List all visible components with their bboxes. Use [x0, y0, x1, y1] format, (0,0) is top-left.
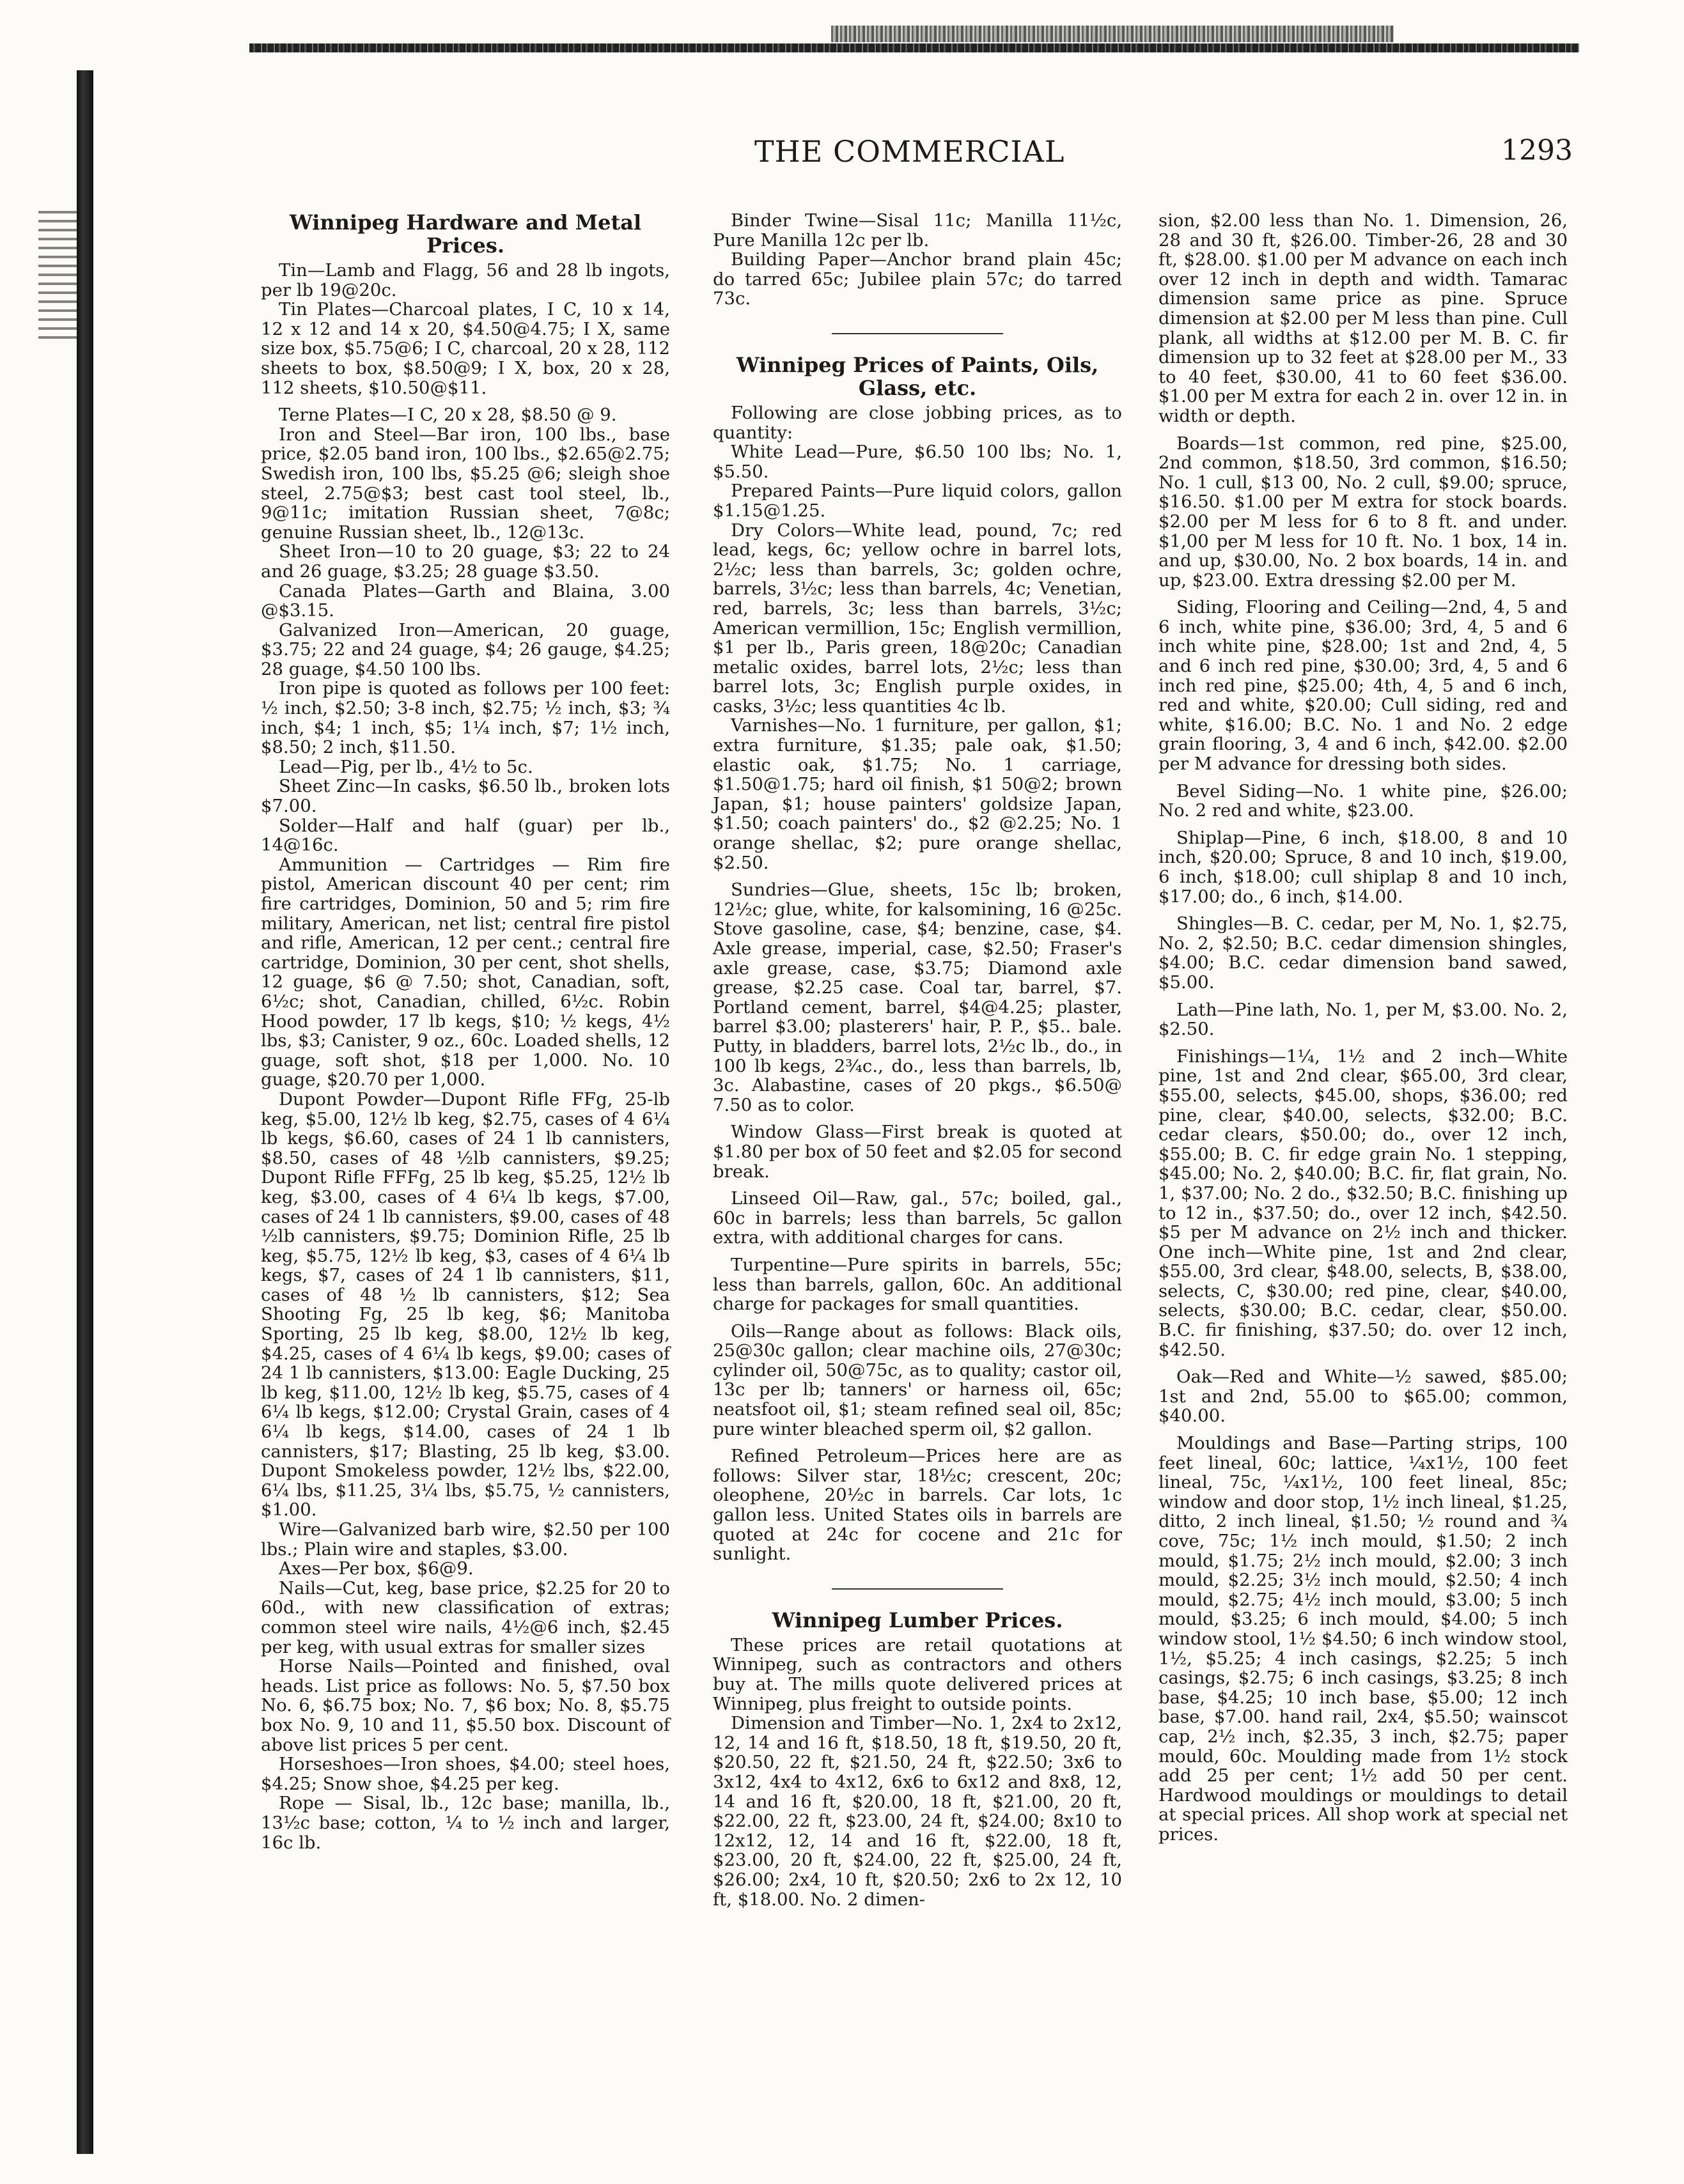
- price-paragraph: Nails—Cut, keg, base price, $2.25 for 20 to 60d., with new classification of extras; common steel wire nails, 4½@6 inch, $2.45 per keg, with usual extras for smaller sizes: [261, 1577, 670, 1657]
- price-paragraph: Refined Petroleum—Prices here are as follows: Silver star, 18½c; crescent, 20c; oleophene, 20½c in barrels. Car lots, 1c gallon less. United States oils in barrels are quoted at 24c for cocene and 21c for sunlight.: [713, 1446, 1122, 1565]
- price-paragraph: Axes—Per box, $6@9.: [279, 1558, 474, 1579]
- price-paragraph: Building Paper—Anchor brand plain 45c; do tarred 65c; Jubilee plain 57c; do tarred 73c.: [713, 249, 1122, 309]
- price-paragraph: Varnishes—No. 1 furniture, per gallon, $1; extra furniture, $1.35; pale oak, $1.50; elastic oak, $1.75; No. 1 carriage, $1.50@1.75; hard oil finish, $1 50@2; brown Japan, $1; house painters' goldsize Japan, $1.50; coach painters' do., $2 @2.25; No. 1 orange shellac, $2; pure orange shellac, $2.50.: [713, 715, 1122, 873]
- top-rule: [249, 43, 1579, 52]
- price-paragraph: Horse Nails—Pointed and finished, oval heads. List price as follows: No. 5, $7.50 box No. 6, $6.75 box; No. 7, $6 box; No. 8, $5.75 box No. 9, 10 and 11, $5.50 box. Discount of above list prices 5 per cent.: [261, 1656, 670, 1755]
- section-heading-hardware: Winnipeg Hardware and Metal Prices.: [289, 210, 642, 258]
- binding-edge: [77, 70, 93, 2154]
- price-paragraph: Bevel Siding—No. 1 white pine, $26.00; No. 2 red and white, $23.00.: [1158, 780, 1568, 821]
- price-paragraph: Shiplap—Pine, 6 inch, $18.00, 8 and 10 inch, $20.00; Spruce, 8 and 10 inch, $19.00, 6 inch, $18.00; cull shiplap 8 and 10 inch, $17.00; do., 6 inch, $14.00.: [1158, 827, 1568, 907]
- price-paragraph: Prepared Paints—Pure liquid colors, gallon $1.15@1.25.: [713, 481, 1122, 521]
- price-paragraph: Following are close jobbing prices, as to quantity:: [713, 402, 1122, 443]
- price-paragraph: Rope — Sisal, lb., 12c base; manilla, lb., 13½c base; cotton, ¼ to ½ inch and larger, 16c lb.: [261, 1793, 670, 1853]
- price-paragraph: Ammunition — Cartridges — Rim fire pistol, American discount 40 per cent; rim fire cartridges, Dominion, 50 and 5; rim fire military, American, net list; central fire pistol and rifle, American, 12 per cent.; central fire cartridge, Dominion, 30 per cent, shot shells, 12 guage, $6 @ 7.50; shot, Canadian, soft, 6½c; shot, Canadian, chilled, 6½c. Robin Hood powder, 17 lb kegs, $10; ½ kegs, 4½ lbs, $3; Canister, 9 oz., 60c. Loaded shells, 12 guage, soft shot, $18 per 1,000. No. 10 guage, $20.70 per 1,000.: [261, 854, 670, 1090]
- price-paragraph: Galvanized Iron—American, 20 guage, $3.75; 22 and 24 guage, $4; 26 gauge, $4.25; 28 guage, $4.50 100 lbs.: [261, 619, 670, 679]
- price-paragraph: Mouldings and Base—Parting strips, 100 feet lineal, 60c; lattice, ¼x1½, 100 feet lineal, 75c, ¼x1½, 100 feet lineal, 85c; window and door stop, 1½ inch lineal, $1.25, ditto, 2 inch lineal, $1.50; ½ round and ¾ cove, 75c; 1½ inch mould, $1.50; 2 inch mould, $1.75; 2½ inch mould, $2.00; 3 inch mould, $2.25; 3½ inch mould, $2.50; 4 inch mould, $2.75; 4½ inch mould, $3.00; 5 inch mould, $3.25; 6 inch mould, $4.00; 5 inch window stool, 1½ $4.50; 6 inch window stool, 1½, $5.25; 4 inch casings, $2.25; 5 inch casings, $2.75; 6 inch casings, $3.25; 8 inch base, $4.25; 10 inch base, $5.00; 12 inch base, $7.00. hand rail, 2x4, $5.50; wainscot cap, 2½ inch, $2.35, 3 inch, $2.75; paper mould, 60c. Moulding made from 1½ stock add 25 per cent; 1½ add 50 per cent. Hardwood mouldings or mouldings to detail at special prices. All shop work at special net prices.: [1158, 1433, 1568, 1845]
- column-3: [1158, 211, 1568, 1845]
- scan-noise-left: [38, 211, 77, 345]
- price-paragraph: Tin—Lamb and Flagg, 56 and 28 lb ingots, per lb 19@20c.: [261, 260, 670, 300]
- price-paragraph: Lead—Pig, per lb., 4½ to 5c.: [279, 756, 533, 777]
- price-paragraph: Sundries—Glue, sheets, 15c lb; broken, 12½c; glue, white, for kalsomining, 16 @25c. Stove gasoline, case, $4; benzine, case, $4. Axle grease, imperial, case, $2.50; Fraser's axle grease, case, $3.75; Diamond axle grease, $2.25 case. Coal tar, barrel, $7. Portland cement, barrel, $4@4.25; plaster, barrel $3.00; plasterers' hair, P. P., $5.. bale. Putty, in bladders, barrel lots, 2½c lb., do., in 100 lb kegs, 2¾c., do., less than barrels, lb, 3c. Alabastine, cases of 20 pkgs., $6.50@ 7.50 as to color.: [713, 879, 1122, 1115]
- price-paragraph: Dupont Powder—Dupont Rifle FFg, 25-lb keg, $5.00, 12½ lb keg, $2.75, cases of 4 6¼ lb kegs, $6.60, cases of 24 1 lb cannisters, $8.50, cases of 48 ½lb cannisters, $9.25; Dupont Rifle FFFg, 25 lb keg, $5.25, 12½ lb keg, $3.00, cases of 4 6¼ lb kegs, $7.00, cases of 24 1 lb cannisters, $9.00, cases of 48 ½lb cannisters, $9.75; Dominion Rifle, 25 lb keg, $5.75, 12½ lb keg, $3, cases of 4 6¼ lb kegs, $7, cases of 24 1 lb cannisters, $11, cases of 48 ½ lb cannisters, $12; Sea Shooting Fg, 25 lb keg, $6; Manitoba Sporting, 25 lb keg, $8.00, 12½ lb keg, $4.25, cases of 4 6¼ lb kegs, $9.00; cases of 24 1 lb cannisters, $13.00: Eagle Ducking, 25 lb keg, $11.00, 12½ lb keg, $5.75, cases of 4 6¼ lb kegs, $12.00; Crystal Grain, cases of 4 6¼ lb kegs, $14.00, cases of 24 1 lb cannisters, $17; Blasting, 25 lb keg, $3.00. Dupont Smokeless powder, 12½ lbs, $22.00, 6¼ lbs, $11.25, 3¼ lbs, $5.75, ½ cannisters, $1.00.: [261, 1088, 670, 1521]
- price-paragraph: Iron and Steel—Bar iron, 100 lbs., base price, $2.05 band iron, 100 lbs., $2.65@2.75; Swedish iron, 100 lbs, $5.25 @6; sleigh shoe steel, 2.75@$3; best cast tool steel, lb., 9@11c; imitation Russian sheet, 7@8c; genuine Russian sheet, lb., 12@13c.: [261, 424, 670, 543]
- journal-title: THE COMMERCIAL: [754, 134, 1065, 169]
- price-paragraph: Finishings—1¼, 1½ and 2 inch—White pine, 1st and 2nd clear, $65.00, 3rd clear, $55.00, selects, $45.00, shops, $36.00; red pine, clear, $40.00, selects, $32.00; B.C. cedar clears, $50.00; do., over 12 inch, $55.00; B. C. fir edge grain No. 1 stepping, $45.00; No. 2, $40.00; B.C. fir, flat grain, No. 1, $37.00; No. 2 do., $32.50; B.C. finishing up to 12 in., $37.50; do., over 12 inch, $42.50. $5 per M advance on 2½ inch and thicker. One inch—White pine, 1st and 2nd clear, $55.00, 3rd clear, $48.00, selects, B, $38.00, selects, C, $30.00; red pine, clear, $40.00, selects, $30.00; B.C. cedar, clear, $50.00. B.C. fir finishing, $37.50; do. over 12 inch, $42.50.: [1158, 1046, 1568, 1360]
- price-paragraph: Sheet Zinc—In casks, $6.50 lb., broken lots $7.00.: [261, 776, 670, 817]
- price-paragraph: Terne Plates—I C, 20 x 28, $8.50 @ 9.: [279, 405, 617, 426]
- section-divider: [832, 1588, 1004, 1590]
- price-paragraph: Boards—1st common, red pine, $25.00, 2nd common, $18.50, 3rd common, $16.50; No. 1 cull, $13 00, No. 2 cull, $9.00; spruce, $16.50. $1.00 per M extra for stock boards. $2.00 per M less for 6 to 8 ft. and under. $1,00 per M less for 10 ft. No. 1 box, 14 in. and up, $30.00, No. 2 box boards, 14 in. and up, $23.00. Extra dressing $2.00 per M.: [1158, 433, 1568, 591]
- price-paragraph: Canada Plates—Garth and Blaina, 3.00 @$3.15.: [261, 580, 670, 621]
- section-heading-paints: Winnipeg Prices of Paints, Oils, Glass, etc.: [736, 352, 1099, 400]
- price-paragraph: Linseed Oil—Raw, gal., 57c; boiled, gal., 60c in barrels; less than barrels, 5c gallon extra, with additional charges for cans.: [713, 1188, 1122, 1248]
- price-paragraph: Sheet Iron—10 to 20 guage, $3; 22 to 24 and 26 guage, $3.25; 28 guage $3.50.: [261, 541, 670, 582]
- price-paragraph: Shingles—B. C. cedar, per M, No. 1, $2.75, No. 2, $2.50; B.C. cedar dimension shingles, $4.00; B.C. cedar dimension band sawed, $5.00.: [1158, 913, 1568, 993]
- column-1: [261, 211, 670, 1852]
- page-number: 1293: [1501, 134, 1573, 167]
- price-paragraph: Binder Twine—Sisal 11c; Manilla 11½c, Pure Manilla 12c per lb.: [713, 210, 1122, 251]
- price-paragraph: Wire—Galvanized barb wire, $2.50 per 100 lbs.; Plain wire and staples, $3.00.: [261, 1519, 670, 1560]
- price-paragraph: Dry Colors—White lead, pound, 7c; red lead, kegs, 6c; yellow ochre in barrel lots, 2½c; less than barrels, 3c; golden ochre, barrels, 3½c; less than barrels, 4c; Venetian, red, barrels, 3c; less than barrels, 3½c; American vermillion, 15c; English vermillion, $1 per lb., Paris green, 18@20c; Canadian metalic oxides, barrel lots, 2½c; less than barrel lots, 3c; English purple oxides, in casks, 3½c; less quantities 4c lb.: [713, 520, 1122, 716]
- running-head: [256, 134, 1586, 179]
- price-paragraph: Solder—Half and half (guar) per lb., 14@16c.: [261, 815, 670, 856]
- price-paragraph: Tin Plates—Charcoal plates, I C, 10 x 14, 12 x 12 and 14 x 20, $4.50@4.75; I X, same size box, $5.75@6; I C, charcoal, 20 x 28, 112 sheets to box, $8.50@9; I X, box, 20 x 28, 112 sheets, $10.50@$11.: [261, 299, 670, 398]
- price-paragraph: sion, $2.00 less than No. 1. Dimension, 26, 28 and 30 ft, $26.00. Timber-26, 28 and 30 ft, $28.00. $1.00 per M advance on each inch over 12 inch in depth and width. Tamarac dimension same price as pine. Spruce dimension at $2.00 per M less than pine. Cull plank, all widths at $12.00 per M. B. C. fir dimension up to 32 feet at $28.00 per M., 33 to 40 feet, $30.00, 41 to 60 feet $36.00. $1.00 per M extra for each 2 in. over 12 in. in width or depth.: [1158, 210, 1568, 426]
- price-paragraph: Turpentine—Pure spirits in barrels, 55c; less than barrels, gallon, 60c. An additional charge for packages for small quantities.: [713, 1254, 1122, 1315]
- section-heading-lumber: Winnipeg Lumber Prices.: [772, 1607, 1063, 1632]
- price-paragraph: Dimension and Timber—No. 1, 2x4 to 2x12, 12, 14 and 16 ft, $18.50, 18 ft, $19.50, 20 ft, $20.50, 22 ft, $21.50, 24 ft, $22.50; 3x6 to 3x12, 4x4 to 4x12, 6x6 to 6x12 and 8x8, 12, 14 and 16 ft, $20.00, 18 ft, $21.00, 20 ft, $22.00, 22 ft, $23.00, 24 ft, $24.00; 8x10 to 12x12, 12, 14 and 16 ft, $22.00, 18 ft, $23.00, 20 ft, $24.00, 22 ft, $25.00, 24 ft, $26.00; 2x4, 10 ft, $20.50; 2x6 to 2x 12, 10 ft, $18.00. No. 2 dimen-: [713, 1713, 1122, 1910]
- price-paragraph: These prices are retail quotations at Winnipeg, such as contractors and others buy at. The mills quote delivered prices at Winnipeg, plus freight to outside points.: [713, 1634, 1122, 1714]
- price-paragraph: Lath—Pine lath, No. 1, per M, $3.00. No. 2, $2.50.: [1158, 999, 1568, 1040]
- price-paragraph: Siding, Flooring and Ceiling—2nd, 4, 5 and 6 inch, white pine, $36.00; 3rd, 4, 5 and 6 inch white pine, $28.00; 1st and 2nd, 4, 5 and 6 inch red pine, $30.00; 3rd, 4, 5 and 6 inch red pine, $25.00; 4th, 4, 5 and 6 inch, red and white, $20.00; Cull siding, red and white, $16.00; B.C. No. 1 and No. 2 edge grain flooring, 3, 4 and 6 inch, $42.00. $2.00 per M advance for dressing both sides.: [1158, 597, 1568, 775]
- price-paragraph: Iron pipe is quoted as follows per 100 feet: ½ inch, $2.50; 3-8 inch, $2.75; ½ inch, $3; ¾ inch, $4; 1 inch, $5; 1¼ inch, $7; 1½ inch, $8.50; 2 inch, $11.50.: [261, 678, 670, 758]
- scan-noise-top: [831, 26, 1394, 42]
- column-2: [713, 211, 1122, 1909]
- price-paragraph: Window Glass—First break is quoted at $1.80 per box of 50 feet and $2.05 for second break.: [713, 1122, 1122, 1182]
- section-divider: [832, 333, 1004, 334]
- price-paragraph: Horseshoes—Iron shoes, $4.00; steel hoes, $4.25; Snow shoe, $4.25 per keg.: [261, 1754, 670, 1794]
- price-paragraph: Oils—Range about as follows: Black oils, 25@30c gallon; clear machine oils, 27@30c; cylinder oil, 50@75c, as to quality; castor oil, 13c per lb; tanners' or harness oil, 65c; neatsfoot oil, $1; steam refined seal oil, 85c; pure winter bleached sperm oil, $2 gallon.: [713, 1320, 1122, 1439]
- price-paragraph: Oak—Red and White—½ sawed, $85.00; 1st and 2nd, 55.00 to $65.00; common, $40.00.: [1158, 1367, 1568, 1427]
- price-paragraph: White Lead—Pure, $6.50 100 lbs; No. 1, $5.50.: [713, 442, 1122, 482]
